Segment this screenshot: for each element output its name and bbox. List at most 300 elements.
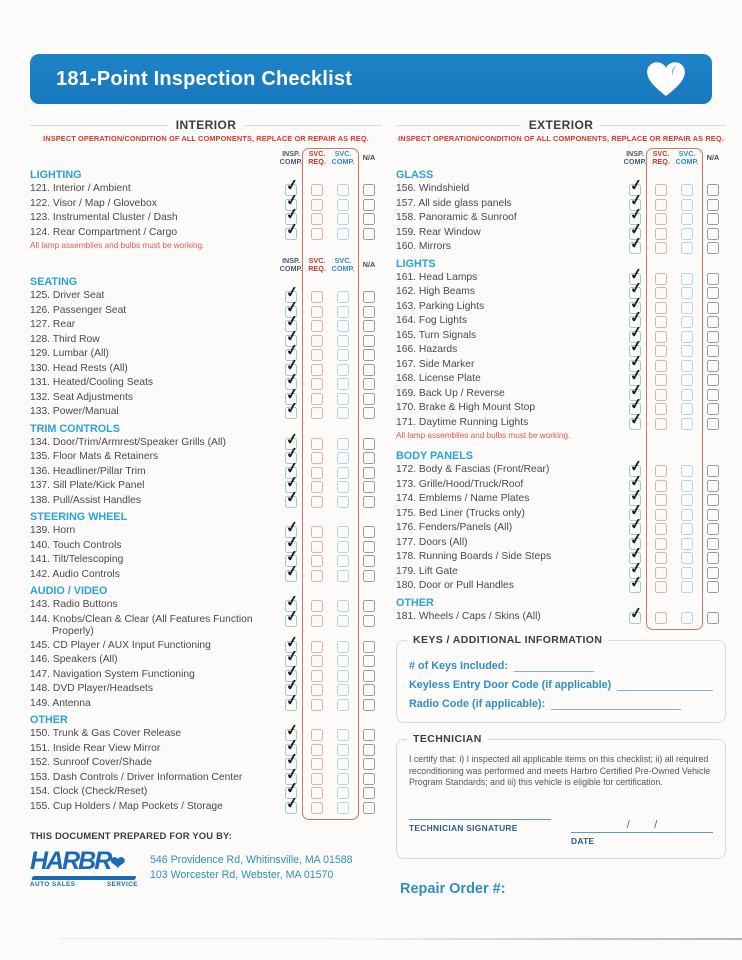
checkbox-cell-na [700, 183, 726, 196]
checkbox-req [655, 360, 667, 372]
col-header-spacer [30, 149, 278, 166]
checklist-row [396, 190, 726, 212]
item-label: 143. Radio Buttons [30, 599, 118, 610]
checkbox-cell-req [304, 683, 330, 696]
checkbox-cell-na [700, 373, 726, 386]
checkbox-cell-comp [674, 417, 700, 430]
checkbox-req [311, 641, 323, 653]
interior-title-row [30, 118, 382, 132]
checkbox-insp [628, 603, 644, 624]
checklist-row [30, 370, 382, 391]
col-header-svc-req [648, 149, 674, 166]
checkbox-comp [337, 452, 349, 464]
exterior-title-row [396, 118, 726, 132]
item-label: 126. Passenger Seat [30, 304, 127, 316]
checkmark-icon: ✓ [284, 312, 300, 331]
checkbox-comp [337, 600, 349, 612]
checkbox-req [311, 526, 323, 538]
col-header-line1: SVC. [678, 148, 696, 158]
checkmark-icon: ✓ [284, 190, 300, 210]
checkbox-comp [681, 242, 693, 254]
col-header-line1: N/A [706, 152, 720, 162]
checkbox-cell-na [356, 569, 382, 582]
checkmark-icon: ✓ [628, 176, 644, 195]
repair-order-label: Repair Order #: [400, 880, 506, 897]
col-header-na [700, 149, 726, 166]
checkbox-cell-req [304, 654, 330, 667]
col-header-line1: SVC. [652, 148, 670, 158]
checkbox-na [363, 291, 375, 303]
checkbox-comp [337, 655, 349, 667]
checklist-row [396, 573, 726, 594]
checklist-row [396, 515, 726, 536]
checkbox-cell-comp [330, 198, 356, 211]
checkbox-cell-comp [330, 698, 356, 711]
checkbox-cell-na [700, 286, 726, 299]
checkbox-req [655, 523, 667, 535]
checkbox-comp [681, 494, 693, 506]
checkmark-icon: ✓ [284, 661, 300, 681]
checkbox-na [363, 228, 375, 240]
checkbox-na [707, 228, 719, 240]
column-header-row [30, 256, 382, 273]
checkbox-na [363, 555, 375, 567]
checkbox-comp [681, 480, 693, 492]
checkbox-cell-comp [674, 493, 700, 506]
checkbox-insp [628, 234, 644, 254]
checkbox-na [363, 802, 375, 814]
checkbox-cell-comp [330, 290, 356, 303]
checkbox-cell-comp [674, 301, 700, 314]
item-label: 146. Speakers (All) [30, 654, 118, 665]
checklist-row [396, 351, 726, 373]
logo-sub-auto-sales: AUTO SALES [30, 880, 76, 888]
checkbox-cell-insp [278, 690, 304, 711]
col-header-line2: COMP. [331, 156, 355, 166]
checkbox-na [363, 393, 375, 405]
checkbox-cell-comp [330, 540, 356, 553]
logo-word: HARBR❤ [30, 847, 126, 875]
checkmark-icon: ✓ [284, 532, 300, 552]
technician-signature-field [409, 819, 551, 846]
checkbox-req [311, 802, 323, 814]
checkmark-icon: ✓ [628, 279, 644, 298]
item-label: 145. CD Player / AUX Input Functioning [30, 639, 211, 651]
col-header-spacer [396, 149, 622, 166]
keys-title: KEYS / ADDITIONAL INFORMATION [407, 634, 608, 646]
checkmark-icon: ✓ [628, 322, 644, 342]
checkbox-na [707, 509, 719, 521]
row-checkboxes [622, 409, 726, 430]
checkbox-req [655, 331, 667, 343]
checkmark-icon: ✓ [628, 471, 644, 491]
checkbox-cell-req [648, 212, 674, 225]
checkmark-icon: ✓ [284, 764, 300, 784]
checkbox-cell-na [356, 698, 382, 711]
checkbox-cell-req [304, 198, 330, 211]
checklist-row [396, 279, 726, 300]
checkmark-icon: ✓ [628, 380, 644, 400]
col-header-line1: SVC. [308, 255, 326, 265]
checklist-row [30, 750, 382, 771]
checkmark-icon: ✓ [628, 500, 644, 520]
checkbox-cell-req [304, 540, 330, 553]
checkbox-req [311, 570, 323, 582]
checkbox-na [363, 452, 375, 464]
checkbox-comp [337, 291, 349, 303]
checkbox-cell-na [700, 344, 726, 357]
checkbox-cell-req [648, 551, 674, 564]
checkmark-icon: ✓ [628, 573, 644, 592]
col-header-svc-req [304, 149, 330, 166]
checkmark-icon: ✓ [284, 399, 300, 418]
checkbox-comp [681, 418, 693, 430]
checkbox-na [707, 552, 719, 564]
checkbox-comp [337, 213, 349, 225]
checkbox-req [655, 302, 667, 314]
checkbox-na [363, 526, 375, 538]
checkmark-icon: ✓ [284, 458, 300, 478]
logo-sub-service: SERVICE [106, 880, 138, 888]
checkbox-cell-insp [622, 603, 648, 624]
checkbox-cell-insp [278, 793, 304, 814]
checkbox-comp [681, 538, 693, 550]
checkbox-na [707, 302, 719, 314]
item-label: 175. Bed Liner (Trucks only) [396, 507, 525, 519]
checkbox-comp [681, 403, 693, 415]
checkbox-na [363, 615, 375, 627]
checkbox-comp [337, 306, 349, 318]
checkbox-comp [337, 184, 349, 196]
logo-subtext [30, 881, 138, 888]
row-checkboxes [622, 234, 726, 254]
item-label: 121. Interior / Ambient [30, 183, 131, 194]
checkbox-comp [337, 570, 349, 582]
col-header-line1: SVC. [308, 148, 326, 158]
checkbox-cell-insp [278, 606, 304, 627]
checkbox-cell-na [356, 334, 382, 347]
row-checkboxes [278, 606, 382, 627]
checkbox-req [311, 670, 323, 682]
item-label: 180. Door or Pull Handles [396, 580, 514, 591]
checkbox-insp [628, 573, 644, 593]
checkbox-cell-comp [330, 801, 356, 814]
checkbox-req [655, 287, 667, 299]
checkmark-icon: ✓ [628, 486, 644, 505]
checkbox-cell-comp [674, 611, 700, 624]
checkmark-icon: ✓ [284, 647, 300, 666]
checkbox-cell-comp [330, 451, 356, 464]
checkbox-cell-na [356, 654, 382, 667]
col-header-line1: INSP. [282, 255, 300, 265]
checkbox-na [707, 403, 719, 415]
checkmark-icon: ✓ [284, 721, 300, 740]
checkbox-cell-na [700, 479, 726, 492]
checkmark-icon: ✓ [284, 283, 300, 302]
col-header-line1: N/A [362, 152, 376, 162]
item-label: 158. Panoramic & Sunroof [396, 212, 517, 223]
header-banner [30, 54, 712, 104]
checkbox-na [363, 541, 375, 553]
checkbox-cell-comp [674, 537, 700, 550]
checkbox-comp [681, 331, 693, 343]
checkbox-comp [681, 389, 693, 401]
checkbox-cell-comp [674, 344, 700, 357]
checklist-row [396, 308, 726, 329]
checkbox-req [311, 744, 323, 756]
checkbox-cell-comp [330, 466, 356, 479]
item-label: 161. Head Lamps [396, 271, 478, 283]
checkbox-cell-na [700, 464, 726, 477]
checkbox-cell-comp [674, 522, 700, 535]
checkbox-cell-comp [674, 551, 700, 564]
address-line-1: 546 Providence Rd, Whitinsville, MA 01588 [150, 854, 353, 866]
checkbox-cell-comp [330, 554, 356, 567]
checkmark-icon: ✓ [628, 205, 644, 224]
item-label: 136. Headliner/Pillar Trim [30, 465, 146, 477]
item-label: 134. Door/Trim/Armrest/Speaker Grills (All) [30, 436, 226, 448]
checkbox-cell-comp [330, 377, 356, 390]
harbro-logo [30, 849, 138, 888]
column-header-row [396, 149, 726, 166]
checklist-row [396, 205, 726, 226]
checkbox-na [707, 581, 719, 593]
checkbox-cell-req [304, 183, 330, 196]
checkbox-cell-na [356, 451, 382, 464]
section-title: OTHER [30, 714, 68, 726]
item-label: 124. Rear Compartment / Cargo [30, 226, 178, 238]
item-label: 167. Side Marker [396, 358, 475, 370]
checkbox-cell-req [304, 757, 330, 770]
checkbox-req [655, 480, 667, 492]
checkmark-icon: ✓ [628, 395, 644, 414]
item-label: 151. Inside Rear View Mirror [30, 742, 161, 754]
checkbox-cell-req [648, 566, 674, 579]
item-label: 168. License Plate [396, 373, 481, 384]
checkmark-icon: ✓ [284, 592, 300, 611]
checkbox-cell-comp [330, 480, 356, 493]
checkmark-icon: ✓ [284, 384, 300, 404]
checklist-row [30, 661, 382, 683]
checkbox-comp [337, 467, 349, 479]
checkbox-cell-req [304, 669, 330, 682]
item-label: 155. Cup Holders / Map Pockets / Storage [30, 800, 223, 812]
checkbox-cell-na [700, 508, 726, 521]
section-title: BODY PANELS [396, 450, 473, 462]
item-label: 122. Visor / Map / Glovebox [30, 197, 157, 209]
item-label: 165. Turn Signals [396, 329, 477, 341]
exterior-column [396, 118, 726, 897]
item-label: 150. Trunk & Gas Cover Release [30, 728, 182, 739]
checkmark-icon: ✓ [628, 293, 644, 313]
logo-heart-icon: ❤ [110, 853, 126, 873]
checkbox-comp [337, 699, 349, 711]
checkbox-cell-req [304, 406, 330, 419]
checkmark-icon: ✓ [628, 190, 644, 210]
checkbox-cell-req [648, 537, 674, 550]
footer-block [30, 830, 382, 888]
content-columns [0, 104, 742, 897]
checkbox-cell-comp [674, 580, 700, 593]
checkbox-cell-req [304, 480, 330, 493]
row-checkboxes [278, 561, 382, 582]
col-header-line1: SVC. [334, 148, 352, 158]
checkbox-na [363, 699, 375, 711]
checkbox-cell-comp [674, 388, 700, 401]
checkbox-comp [337, 641, 349, 653]
checkbox-cell-req [304, 495, 330, 508]
checkbox-req [311, 407, 323, 419]
checkbox-cell-comp [330, 437, 356, 450]
row-checkboxes [278, 793, 382, 814]
checkbox-cell-na [700, 388, 726, 401]
checkbox-cell-na [356, 669, 382, 682]
checkmark-icon: ✓ [284, 341, 300, 360]
checkbox-na [363, 320, 375, 332]
row-checkboxes [278, 219, 382, 240]
checkbox-na [363, 600, 375, 612]
checkbox-cell-na [356, 683, 382, 696]
checkbox-cell-comp [330, 305, 356, 318]
checkbox-req [311, 306, 323, 318]
checkbox-na [363, 306, 375, 318]
checkbox-cell-req [304, 319, 330, 332]
checkbox-req [655, 612, 667, 624]
checkbox-req [311, 684, 323, 696]
checkmark-icon: ✓ [284, 326, 300, 346]
dealer-addresses [150, 849, 353, 883]
item-label: 139. Horn [30, 525, 76, 536]
checkmark-icon: ✓ [284, 297, 300, 317]
checkbox-cell-req [304, 599, 330, 612]
checkbox-na [363, 641, 375, 653]
checkbox-cell-comp [330, 569, 356, 582]
checkbox-cell-insp [278, 561, 304, 582]
checkbox-cell-comp [674, 198, 700, 211]
checkbox-req [311, 496, 323, 508]
date-field [571, 819, 713, 846]
checkbox-cell-req [648, 388, 674, 401]
checkbox-comp [337, 802, 349, 814]
checkbox-na [363, 758, 375, 770]
logo-swoosh [31, 876, 137, 880]
checkbox-req [311, 291, 323, 303]
checkbox-cell-comp [330, 495, 356, 508]
checkbox-na [707, 538, 719, 550]
checkbox-cell-na [700, 241, 726, 254]
checkbox-cell-na [700, 315, 726, 328]
item-label: 162. High Beams [396, 286, 475, 297]
address-line-2: 103 Worcester Rd, Webster, MA 01570 [150, 869, 334, 881]
col-header-na [356, 256, 382, 273]
checkbox-comp [337, 199, 349, 211]
checkbox-comp [337, 378, 349, 390]
checkbox-req [311, 438, 323, 450]
checkbox-na [707, 331, 719, 343]
checkbox-req [311, 615, 323, 627]
checkbox-req [311, 758, 323, 770]
col-header-line1: SVC. [334, 255, 352, 265]
item-label: 171. Daytime Running Lights [396, 416, 529, 428]
item-label: 130. Head Rests (All) [30, 362, 128, 374]
checkbox-req [655, 552, 667, 564]
checkbox-cell-comp [674, 566, 700, 579]
item-label: 140. Touch Controls [30, 539, 122, 551]
checkbox-cell-comp [674, 272, 700, 285]
checklist-row [396, 471, 726, 493]
checkmark-icon: ✓ [284, 735, 300, 755]
col-header-line1: INSP. [282, 148, 300, 158]
checkbox-cell-req [648, 417, 674, 430]
checkmark-icon: ✓ [284, 690, 300, 710]
checkbox-cell-req [304, 640, 330, 653]
checkbox-req [311, 481, 323, 493]
checkbox-insp [284, 606, 300, 627]
checkbox-insp [284, 561, 300, 582]
checklist-row [30, 735, 382, 757]
checkbox-req [655, 199, 667, 211]
checkbox-comp [681, 465, 693, 477]
item-label: 128. Third Row [30, 333, 100, 345]
checkbox-cell-na [356, 599, 382, 612]
checkbox-req [311, 393, 323, 405]
checkbox-req [655, 581, 667, 593]
checkbox-comp [681, 273, 693, 285]
checkbox-cell-comp [330, 599, 356, 612]
checkbox-comp [681, 345, 693, 357]
item-label: 173. Grille/Hood/Truck/Roof [396, 478, 524, 490]
exterior-title: EXTERIOR [528, 118, 594, 132]
checkmark-icon: ✓ [284, 779, 300, 798]
item-label: 164. Fog Lights [396, 315, 467, 326]
checkbox-cell-na [356, 786, 382, 799]
checklist-row [30, 532, 382, 554]
checkbox-cell-req [304, 569, 330, 582]
checkbox-comp [337, 496, 349, 508]
checkmark-icon: ✓ [284, 487, 300, 507]
checkbox-comp [337, 541, 349, 553]
checkbox-cell-req [304, 614, 330, 627]
checkbox-na [707, 242, 719, 254]
checkbox-cell-comp [674, 402, 700, 415]
checkbox-na [707, 287, 719, 299]
key-field-line [617, 680, 713, 691]
checkmark-icon: ✓ [284, 205, 300, 224]
checkbox-comp [337, 758, 349, 770]
col-header-insp-comp [278, 256, 304, 273]
checkmark-icon: ✓ [284, 518, 300, 537]
checklist-row [30, 283, 382, 304]
signature-row [409, 819, 713, 846]
checkbox-cell-comp [330, 227, 356, 240]
section-title: STEERING WHEEL [30, 511, 128, 523]
checkbox-cell-req [304, 772, 330, 785]
checkbox-comp [681, 184, 693, 196]
interior-checklist [30, 149, 382, 814]
checklist-row [30, 676, 382, 697]
checkbox-na [707, 480, 719, 492]
checklist-row [30, 592, 382, 613]
col-header-line2: COMP. [279, 263, 303, 273]
checkbox-comp [681, 316, 693, 328]
checkbox-cell-req [304, 698, 330, 711]
checkbox-cell-na [700, 522, 726, 535]
checkbox-cell-req [648, 286, 674, 299]
checkbox-cell-na [356, 640, 382, 653]
checkmark-icon: ✓ [284, 355, 300, 375]
item-label: 157. All side glass panels [396, 197, 512, 209]
item-label: 125. Driver Seat [30, 290, 105, 301]
